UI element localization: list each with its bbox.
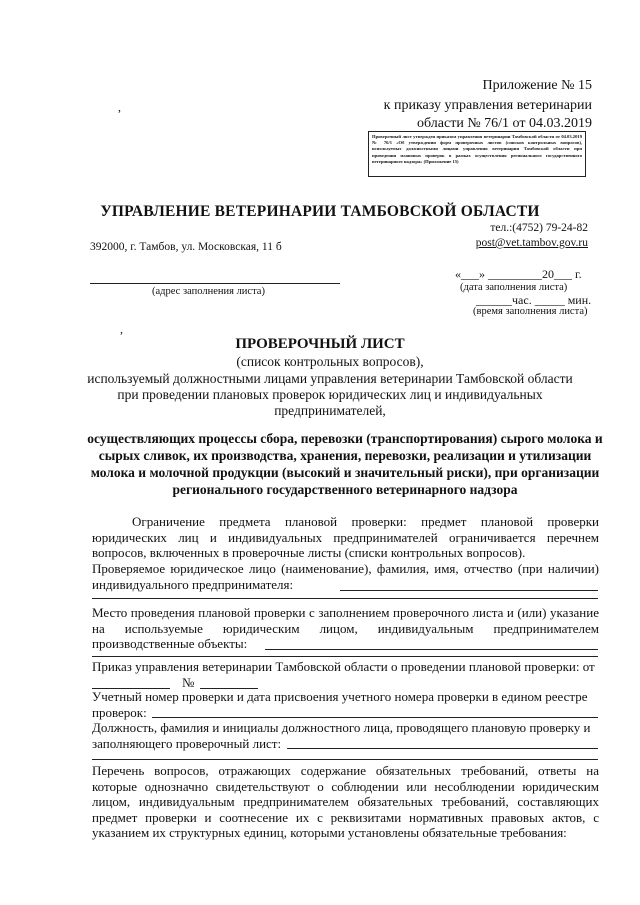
document-title: ПРОВЕРОЧНЫЙ ЛИСТ [235, 336, 405, 352]
scan-mark-2: , [120, 322, 123, 336]
date-fill-line: «___» _________20___ г. [455, 267, 582, 281]
registry-number-label: Учетный номер проверки и дата присвоения учетного номера проверки в едином реестре [92, 689, 588, 704]
scope-line-4: регионального государственного ветеринарного надзора [172, 482, 518, 497]
scope-line-2: сырых сливок, их производства, хранения, перевозки, реализации и утилизации [98, 448, 592, 463]
registry-label-cont: проверок: [92, 705, 147, 720]
subtitle-line-3: при проведении плановых проверок юридических лиц и индивидуальных [117, 387, 543, 402]
scope-limit-paragraph: Ограничение предмета плановой проверки: предмет плановой проверки юридических лиц и индивидуальных предпринимателей ограничивается перечнем вопросов, включенных в проверочные листы (списки контрольных вопросов). [92, 514, 599, 560]
order-label: Приказ управления ветеринарии Тамбовской области о проведении плановой проверки: от [92, 659, 595, 674]
place-fill-line-2 [92, 656, 598, 657]
address-caption: (адрес заполнения листа) [152, 286, 265, 297]
time-caption: (время заполнения листа) [473, 306, 588, 317]
inspector-fill-line-2 [92, 759, 598, 760]
entity-fill-line-2 [92, 598, 598, 599]
subtitle-line-4: предпринимателей, [274, 403, 386, 418]
phone: тел.:(4752) 79-24-82 [490, 222, 588, 234]
entity-fill-line-1 [340, 590, 598, 591]
inspector-fill-line-1 [287, 748, 598, 749]
scan-mark: , [118, 100, 121, 114]
appendix-line-3: области № 76/1 от 04.03.2019 [417, 116, 592, 131]
date-caption: (дата заполнения листа) [460, 282, 568, 293]
inspector-label-cont: заполняющего проверочный лист: [92, 736, 282, 751]
address-fill-line [90, 283, 340, 284]
email-link[interactable]: post@vet.tambov.gov.ru [475, 237, 588, 249]
department-name: УПРАВЛЕНИЕ ВЕТЕРИНАРИИ ТАМБОВСКОЙ ОБЛАСТИ [100, 203, 540, 220]
scope-line-3: молока и молочной продукции (высокий и значительный риски), при организации [90, 465, 600, 480]
subtitle-line-2: используемый должностными лицами управления ветеринарии Тамбовской области [87, 371, 573, 386]
scope-line-1: осуществляющих процессы сбора, перевозки (транспортирования) сырого молока и [87, 431, 603, 446]
place-fill-line-1 [265, 649, 598, 650]
address: 392000, г. Тамбов, ул. Московская, 11 б [90, 241, 282, 253]
appendix-line-2: к приказу управления ветеринарии [383, 98, 592, 113]
approval-note-box: Проверочный лист утвержден приказом управления ветеринарии Тамбовской области от 04.03.2019 № 76/1 «Об утверждении форм проверочных листов (списков контрольных вопросов), используемых должностными лицами управления ветеринарии Тамбовской области при проведении плановых проверок в рамках осуществления регионального государственного ветеринарного надзора» (Приложение 15) [368, 131, 586, 177]
inspection-place-label: Место проведения плановой проверки с заполнением проверочного листа и (или) указание на используемые юридическим лицом, индивидуальным предпринимателем производственные объекты: [92, 605, 599, 651]
questions-intro-paragraph: Перечень вопросов, отражающих содержание обязательных требований, ответы на которые однозначно свидетельствуют о соблюдении или несоблюдении юридическим лицом, индивидуальным предпринимателем обязательных требований, составляющих предмет проверки и соотнесение их с реквизитами нормативных правовых актов, с указанием их структурных единиц, которыми установлены обязательные требования: [92, 763, 599, 840]
time-fill-line: ______час. _____ мин. [476, 293, 592, 307]
inspector-label: Должность, фамилия и инициалы должностного лица, проводящего плановую проверку и [92, 720, 591, 735]
registry-fill-line [152, 717, 598, 718]
subtitle-line-1: (список контрольных вопросов), [236, 354, 424, 369]
appendix-line-1: Приложение № 15 [482, 78, 592, 93]
inspected-entity-label: Проверяемое юридическое лицо (наименование), фамилия, имя, отчество (при наличии) индивидуального предпринимателя: [92, 561, 599, 592]
order-number-label: № [182, 675, 195, 690]
